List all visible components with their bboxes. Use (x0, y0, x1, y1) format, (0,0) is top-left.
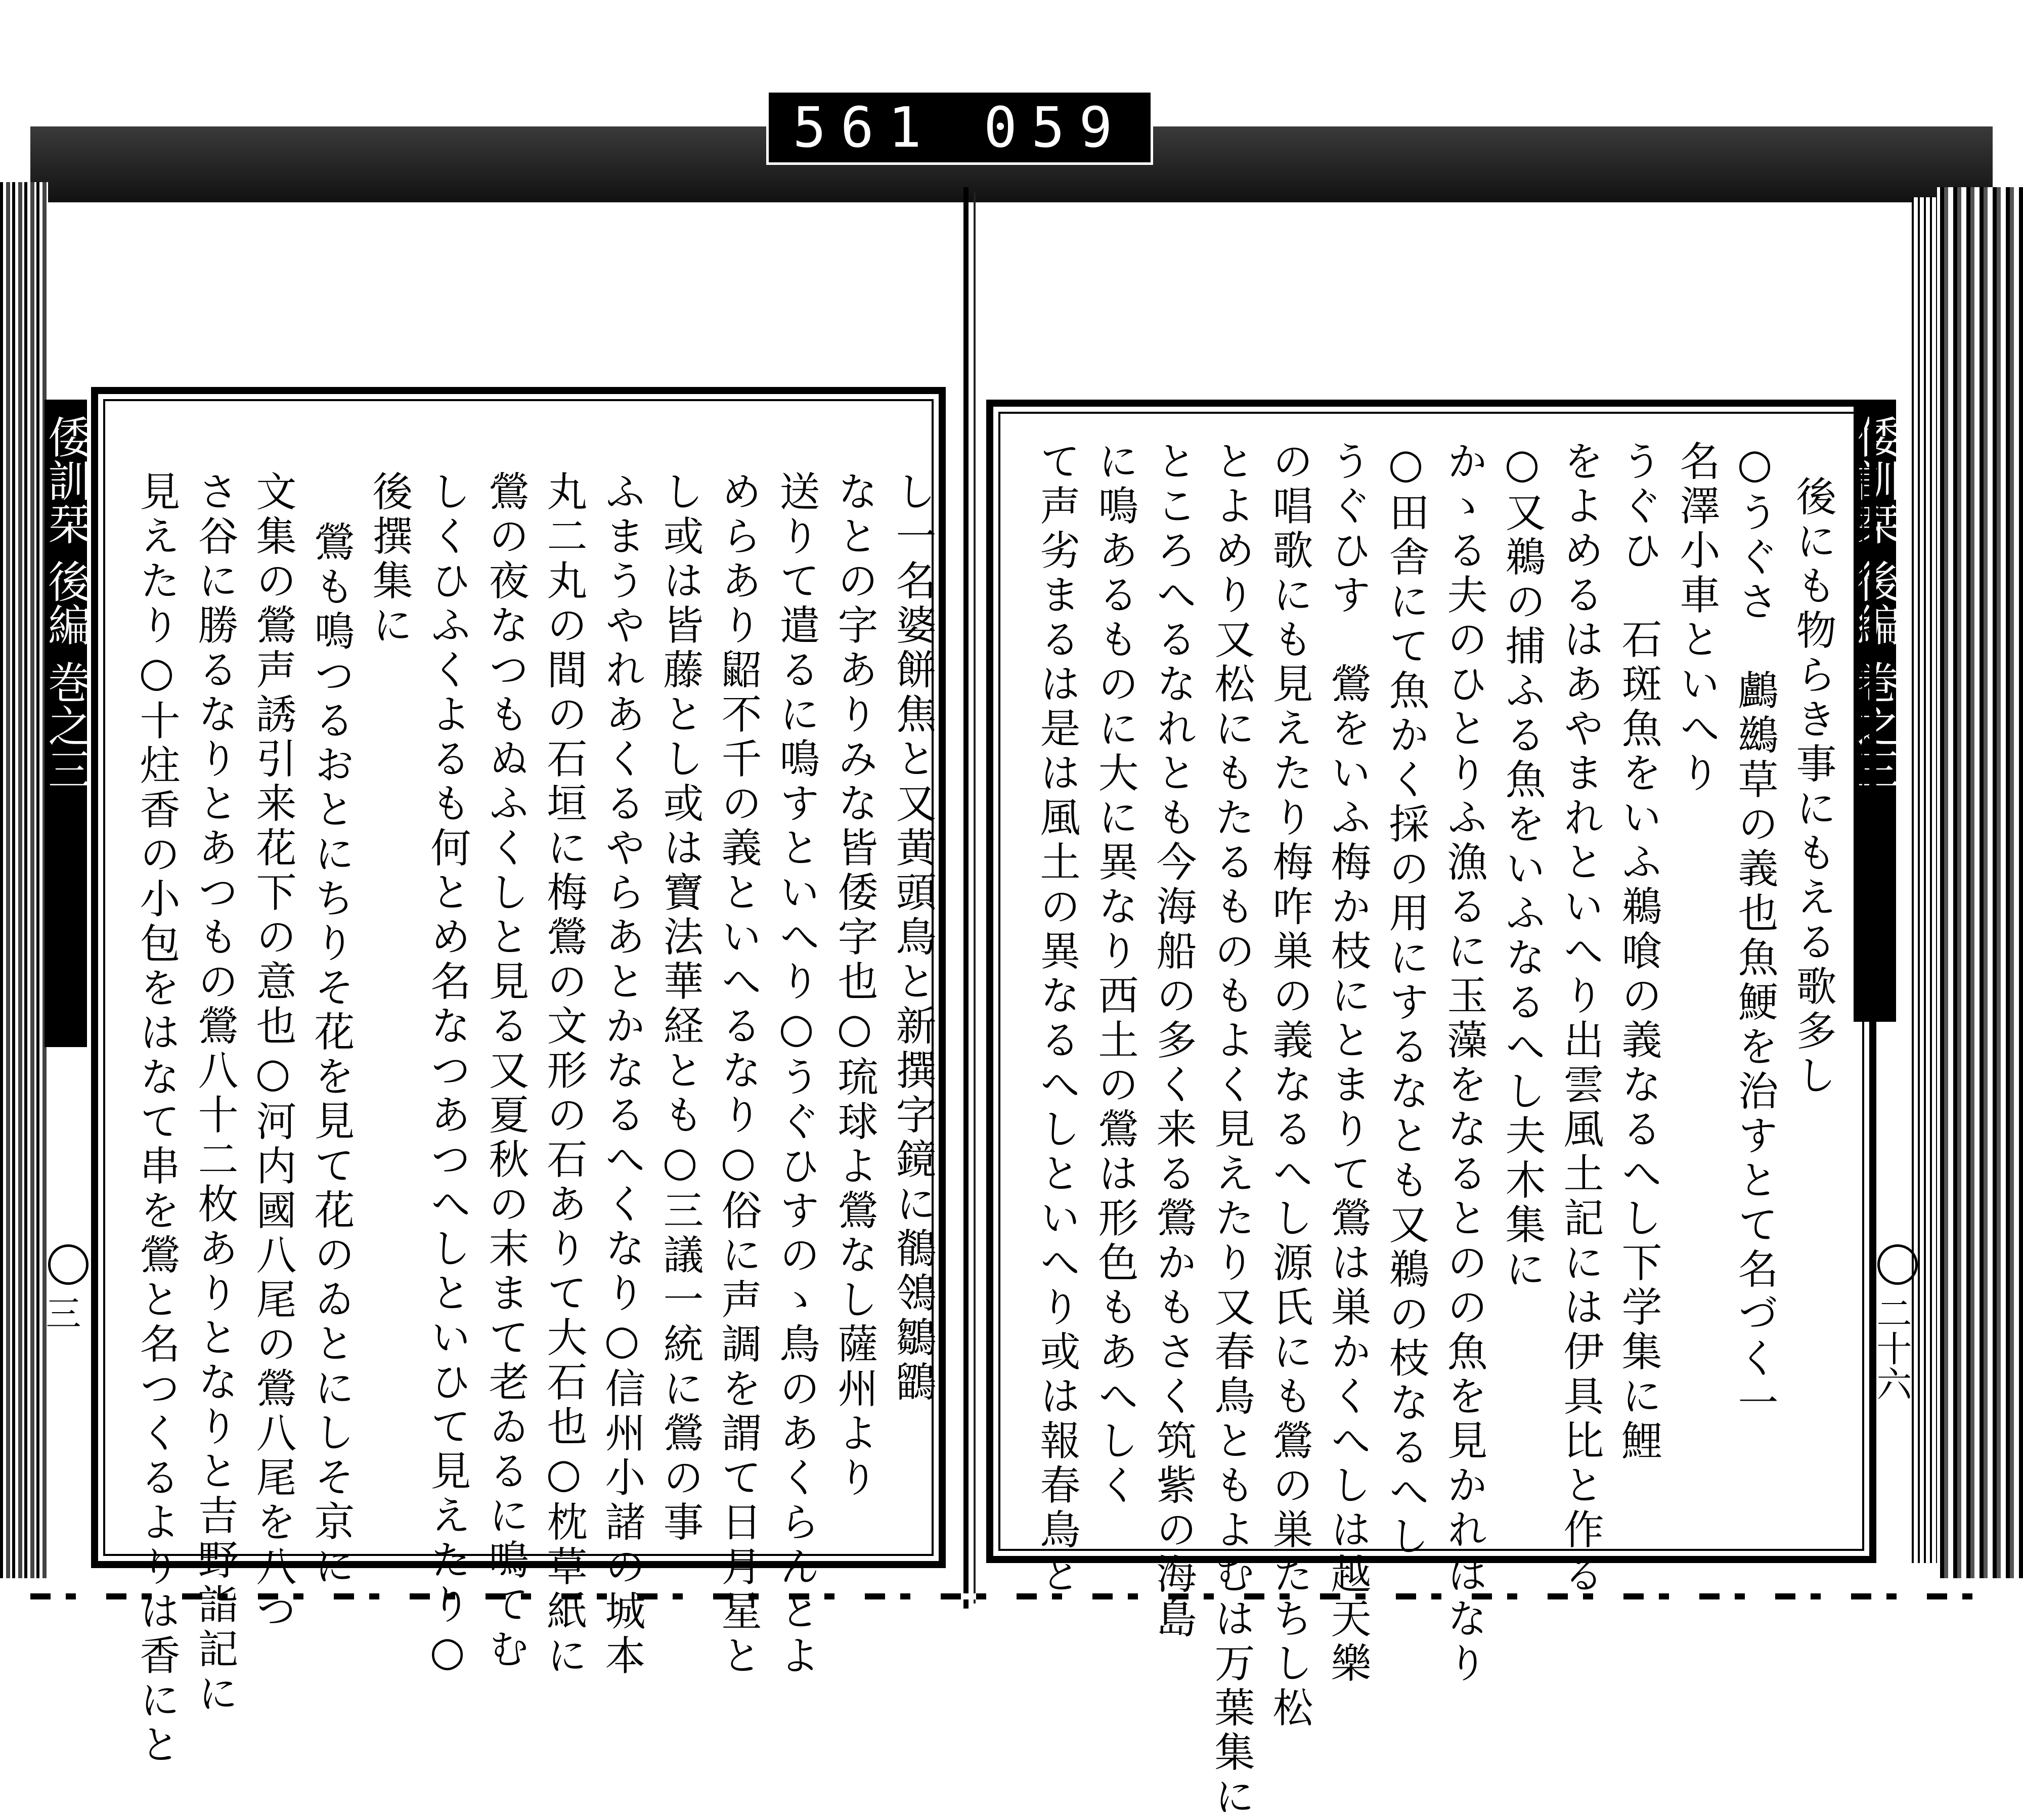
left-line-8: 鶯の夜なつもぬふくしと見る又夏秋の末まて老ゐるに鳴てむ (482, 470, 529, 1672)
left-line-3: 送りて遣るに鳴すといへり○うぐひすのゝ鳥のあくらんとよ (773, 470, 820, 1679)
right-line-4: うぐひ 石斑魚をいふ鵜喰の義なるへし下学集に鯉 (1615, 440, 1662, 1464)
left-line-9: しくひふくよるも何とめ名なつあつへしといひて見えたり○ (424, 470, 471, 1679)
page-bottom-edge (30, 1593, 2003, 1599)
right-line-1: 後にも物らき事にもえる歌多し (1789, 475, 1836, 1099)
left-line-4: めらあり鼦不千の義といへるなり○俗に声調を謂て日月星と (715, 470, 762, 1679)
right-margin-title: 倭訓栞 後編 巻之三 (1850, 415, 1900, 791)
left-line-10: 後撰集に (366, 470, 413, 648)
book-spine (963, 187, 969, 1609)
right-leaf-number: 二十六 (1871, 1295, 1912, 1401)
left-line-2: なとの字ありみな皆倭字也○琉球よ鶯なし薩州より (831, 470, 878, 1501)
book-spine-shadow (974, 192, 976, 1604)
book-right-edge (1937, 187, 2023, 1578)
left-margin-title-strip (40, 400, 91, 1047)
left-line-12: 文集の鶯声誘引来花下の意也○河内國八尾の鶯八尾を八つ (249, 470, 296, 1634)
right-line-8: ○田舎にて魚かく採の用にするなとも又鵜の枝なるへし (1382, 440, 1429, 1559)
right-line-5: をよめるはあやまれといへり出雲風土記には伊具比と作る (1557, 440, 1604, 1597)
right-line-3: 名澤小車といへり (1673, 440, 1720, 796)
right-leaf-circle (1877, 1244, 1918, 1285)
catalog-number-left: 561 (793, 95, 936, 160)
right-line-10: の唱歌にも見えたり梅咋巣の義なるへし源氏にも鶯の巣たちし松 (1266, 440, 1313, 1731)
book-left-edge (0, 182, 48, 1578)
left-line-5: し或は皆藤とし或は寶法華経とも○三議一統に鶯の事 (656, 470, 703, 1545)
left-line-1: し一名婆餅焦と又黄頭鳥と新撰字鏡に鶺鴒鶵鶹 (889, 470, 936, 1405)
catalog-number-right: 059 (983, 95, 1127, 160)
left-line-6: ふまうやれあくるやらあとかなるへくなり○信州小諸の城本 (598, 470, 645, 1679)
left-line-14: 見えたり○十炷香の小包をはなて串を鶯と名つくるよりは香にと (133, 470, 180, 1768)
left-line-11: 鶯も鳴つるおとにちりそ花を見て花のゐとにしそ京に (307, 521, 355, 1589)
right-line-14: て声劣まるは是は風土の異なるへしといへり或は報春鳥と (1033, 440, 1080, 1597)
left-line-7: 丸二丸の間の石垣に梅鶯の文形の石ありて大石也○枕草紙に (540, 470, 587, 1679)
right-line-12: ところへるなれとも今海船の多く来る鶯かもさく筑紫の海島 (1150, 440, 1197, 1642)
right-line-2: ○うぐさ 鸕鷀草の義也魚鯁を治すとて名づく一 (1731, 440, 1778, 1426)
right-line-7: かゝる夫のひとりふ漁るに玉藻をなるとのの魚を見かれはなり (1440, 440, 1487, 1686)
left-leaf-number: 三 (40, 1295, 81, 1330)
left-leaf-circle (48, 1244, 89, 1285)
right-line-11: とよめり又松にもたるものもよく見えたり又春鳥ともよむは万葉集に (1208, 440, 1255, 1820)
right-line-13: に鳴あるものに大に異なり西土の鶯は形色もあへしく (1091, 440, 1138, 1508)
catalog-number-label (766, 90, 1153, 165)
right-line-9: うぐひす 鶯をいふ梅か枝にとまりて鶯は巣かくへしは越天樂 (1324, 440, 1371, 1686)
left-line-13: さ谷に勝るなりとあつもの鶯八十二枚ありとなりと吉野詣記に (191, 470, 238, 1717)
right-line-6: ○又鵜の捕ふる魚をいふなるへし夫木集に (1499, 440, 1546, 1292)
left-margin-title: 倭訓栞 後編 巻之三 (40, 415, 91, 791)
